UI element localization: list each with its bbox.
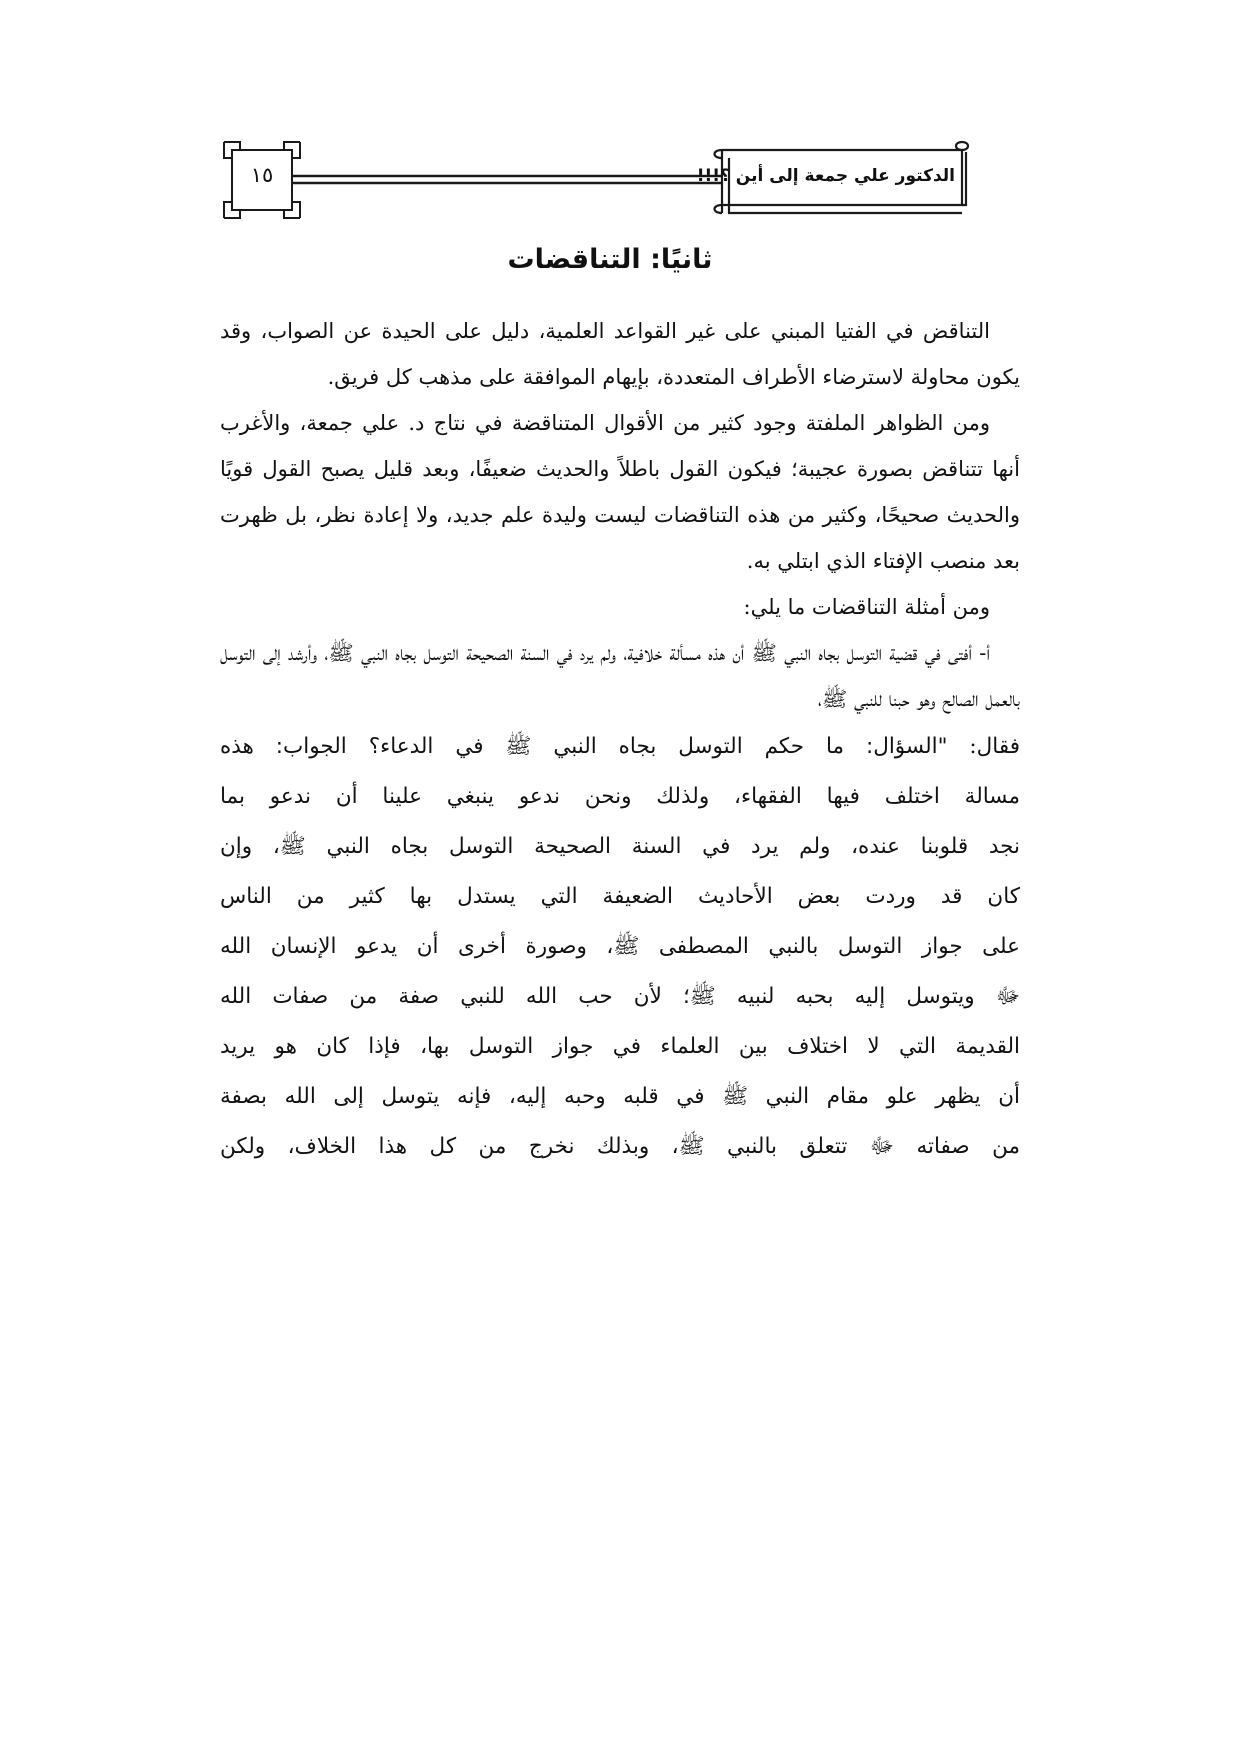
quote-line: القديمة التي لا اختلاف بين العلماء في جواز التوسل بها، فإذا كان هو يريد (220, 1034, 1020, 1059)
quote-line-text: "السؤال: ما حكم التوسل بجاه النبي ﷺ في الدعاء؟ الجواب: هذه (220, 734, 948, 759)
quote-line: أن يظهر علو مقام النبي ﷺ في قلبه وحبه إليه، فإنه يتوسل إلى الله بصفة (220, 1084, 1020, 1109)
quote-line (220, 722, 1020, 772)
header-frame (0, 0, 1240, 230)
quote-line: ﷻ ويتوسل إليه بحبه لنبيه ﷺ؛ لأن حب الله للنبي صفة من صفات الله (220, 984, 1020, 1009)
page-number: ١٥ (250, 163, 274, 187)
section-title: ثانيًا: التناقضات (507, 244, 713, 275)
quote-line: كان قد وردت بعض الأحاديث الضعيفة التي يستدل بها كثير من الناس (220, 884, 1020, 909)
quote-line: نجد قلوبنا عنده، ولم يرد في السنة الصحيحة التوسل بجاه النبي ﷺ، وإن (220, 834, 1020, 859)
fatwa-quote (220, 722, 1020, 1172)
quote-line: مسالة اختلف فيها الفقهاء، ولذلك ونحن ندعو ينبغي علينا أن ندعو بما (220, 784, 1020, 809)
paragraph-example-a: أ- أفتى في قضية التوسل بجاه النبي ﷺ أن هذه مسألة خلافية، ولم يرد في السنة الصحيحة التوسل بجاه النبي ﷺ، وأرشد إلى التوسل بالعمل الصالح وهو حبنا للنبي ﷺ، (220, 641, 1020, 711)
running-header-title: الدكتور علي جمعة إلى أين ؟!!! (696, 166, 955, 186)
quote-line: على جواز التوسل بالنبي المصطفى ﷺ، وصورة أخرى أن يدعو الإنسان الله (220, 934, 1020, 959)
paragraph: ومن الظواهر الملفتة وجود كثير من الأقوال المتناقضة في نتاج د. علي جمعة، والأغرب أنها تتناقض بصورة عجيبة؛ فيكون القول باطلاً والحديث ضعيفًا، وبعد قليل يصبح القول قويًا والحديث صحيحًا، وكثير من هذه التناقضات ليست وليدة علم جديد، ولا إعادة نظر، بل ظهرت بعد منصب الإفتاء الذي ابتلي به. (220, 411, 1020, 573)
header-rule (292, 176, 722, 183)
paragraph: ومن أمثلة التناقضات ما يلي: (743, 595, 990, 619)
body-text (220, 308, 1020, 1172)
paragraph: التناقض في الفتيا المبني على غير القواعد العلمية، دليل على الحيدة عن الصواب، وقد يكون محاولة لاسترضاء الأطراف المتعددة، بإيهام الموافقة على مذهب كل فريق. (220, 319, 1020, 389)
page-header (0, 0, 1240, 230)
quote-line: من صفاته ﷻ تتعلق بالنبي ﷺ، وبذلك نخرج من كل هذا الخلاف، ولكن (220, 1134, 1020, 1159)
quote-intro: فقال: (947, 734, 1021, 759)
